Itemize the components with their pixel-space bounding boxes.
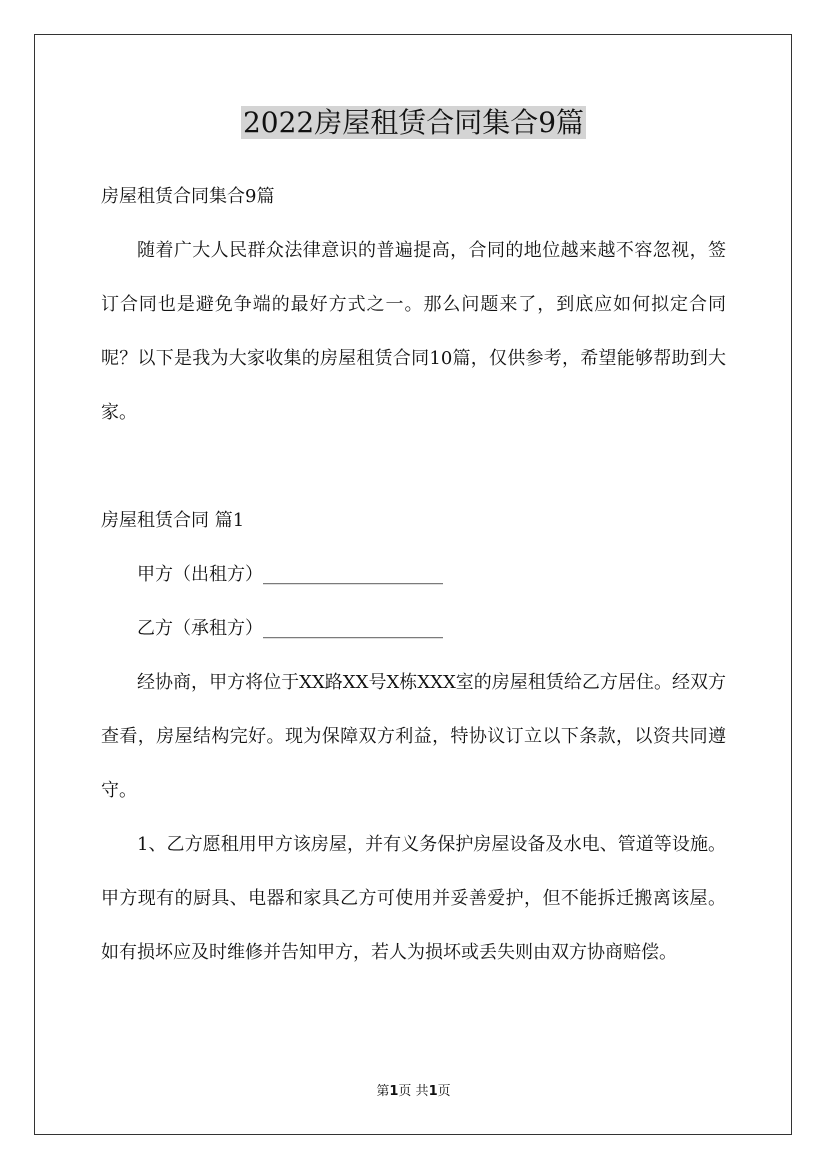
clause-1-paragraph: 1、乙方愿租用甲方该房屋，并有义务保护房屋设备及水电、管道等设施。甲方现有的厨具、电器和家具乙方可使用并妥善爱护，但不能拆迁搬离该屋。如有损坏应及时维修并告知甲方，若人为损坏或丢失则由双方协商赔偿。 [101, 834, 726, 963]
document-title-text: 2022房屋租赁合同集合9篇 [242, 106, 585, 139]
intro-paragraph: 随着广大人民群众法律意识的普遍提高，合同的地位越来越不容忽视，签订合同也是避免争端的最好方式之一。那么问题来了，到底应如何拟定合同呢？以下是我为大家收集的房屋租赁合同10篇，仅供参考，希望能够帮助到大家。 [101, 240, 726, 423]
party-a-line: 甲方（出租方）____________________ [137, 564, 443, 585]
page-prefix: 第 [376, 1084, 390, 1099]
document-body [101, 170, 726, 980]
page-mid: 页 共 [398, 1084, 429, 1099]
section-heading: 房屋租赁合同 篇1 [101, 510, 245, 531]
page-current: 1 [389, 1084, 399, 1099]
page-total: 1 [428, 1084, 438, 1099]
document-subtitle: 房屋租赁合同集合9篇 [101, 186, 275, 207]
page-suffix: 页 [437, 1084, 451, 1099]
party-b-line: 乙方（承租方）____________________ [137, 618, 443, 639]
negotiation-paragraph: 经协商，甲方将位于XX路XX号X栋XXX室的房屋租赁给乙方居住。经双方查看，房屋结构完好。现为保障双方利益，特协议订立以下条款，以资共同遵守。 [101, 672, 726, 801]
page-footer [0, 1082, 827, 1102]
document-title [0, 100, 827, 146]
